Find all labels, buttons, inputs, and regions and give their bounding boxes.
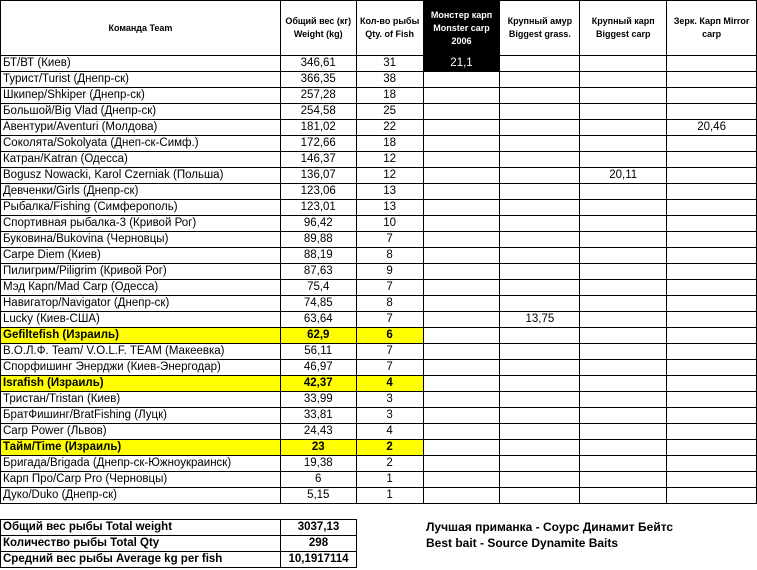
monster-carp-cell xyxy=(423,280,500,296)
biggest-carp-cell xyxy=(580,152,667,168)
team-cell: Авентури/Aventuri (Молдова) xyxy=(1,120,281,136)
biggest-carp-cell xyxy=(580,296,667,312)
monster-carp-cell xyxy=(423,472,500,488)
biggest-carp-cell xyxy=(580,344,667,360)
monster-carp-cell xyxy=(423,104,500,120)
mirror-carp-cell xyxy=(667,408,757,424)
summary-row-average xyxy=(1,552,357,568)
team-cell: Gefiltefish (Израиль) xyxy=(1,328,281,344)
qty-cell: 1 xyxy=(356,472,423,488)
monster-carp-cell xyxy=(423,136,500,152)
summary-label: Количество рыбы Total Qty xyxy=(1,536,281,552)
biggest-carp-cell xyxy=(580,376,667,392)
team-cell: Бригада/Brigada (Днепр-ск-Южноукраинск) xyxy=(1,456,281,472)
monster-carp-cell xyxy=(423,424,500,440)
qty-cell: 7 xyxy=(356,344,423,360)
table-row xyxy=(1,296,757,312)
weight-cell: 89,88 xyxy=(280,232,356,248)
biggest-grass-cell xyxy=(500,424,580,440)
team-cell: БТ/ВТ (Киев) xyxy=(1,56,281,72)
qty-cell: 2 xyxy=(356,456,423,472)
biggest-grass-cell xyxy=(500,120,580,136)
table-row xyxy=(1,360,757,376)
biggest-carp-cell xyxy=(580,216,667,232)
biggest-carp-cell xyxy=(580,472,667,488)
header-monster-carp: Монстер карп Monster carp 2006 xyxy=(423,1,500,56)
weight-cell: 33,99 xyxy=(280,392,356,408)
qty-cell: 18 xyxy=(356,136,423,152)
biggest-grass-cell xyxy=(500,392,580,408)
mirror-carp-cell xyxy=(667,184,757,200)
monster-carp-cell xyxy=(423,328,500,344)
team-cell: Навигатор/Navigator (Днепр-ск) xyxy=(1,296,281,312)
table-row xyxy=(1,232,757,248)
weight-cell: 123,06 xyxy=(280,184,356,200)
monster-carp-cell xyxy=(423,264,500,280)
monster-carp-cell xyxy=(423,168,500,184)
mirror-carp-cell xyxy=(667,424,757,440)
biggest-carp-cell xyxy=(580,248,667,264)
team-cell: Спортивная рыбалка-3 (Кривой Рог) xyxy=(1,216,281,232)
table-row xyxy=(1,184,757,200)
table-row xyxy=(1,56,757,72)
team-cell: Дуко/Duko (Днепр-ск) xyxy=(1,488,281,504)
biggest-carp-cell xyxy=(580,328,667,344)
mirror-carp-cell xyxy=(667,72,757,88)
mirror-carp-cell xyxy=(667,312,757,328)
team-cell: Bogusz Nowacki, Karol Czerniak (Польша) xyxy=(1,168,281,184)
qty-cell: 7 xyxy=(356,360,423,376)
table-row xyxy=(1,152,757,168)
team-cell: Мэд Карп/Mad Carp (Одесса) xyxy=(1,280,281,296)
mirror-carp-cell xyxy=(667,168,757,184)
mirror-carp-cell xyxy=(667,248,757,264)
weight-cell: 56,11 xyxy=(280,344,356,360)
biggest-grass-cell xyxy=(500,344,580,360)
team-cell: Israfish (Израиль) xyxy=(1,376,281,392)
mirror-carp-cell xyxy=(667,136,757,152)
qty-cell: 13 xyxy=(356,200,423,216)
mirror-carp-cell: 20,46 xyxy=(667,120,757,136)
table-row xyxy=(1,168,757,184)
biggest-carp-cell xyxy=(580,408,667,424)
biggest-grass-cell xyxy=(500,408,580,424)
biggest-carp-cell xyxy=(580,200,667,216)
biggest-grass-cell xyxy=(500,280,580,296)
summary-table xyxy=(0,519,357,568)
weight-cell: 257,28 xyxy=(280,88,356,104)
table-row xyxy=(1,216,757,232)
biggest-carp-cell xyxy=(580,392,667,408)
biggest-grass-cell xyxy=(500,200,580,216)
biggest-grass-cell xyxy=(500,168,580,184)
weight-cell: 366,35 xyxy=(280,72,356,88)
biggest-carp-cell xyxy=(580,184,667,200)
team-cell: Тайм/Time (Израиль) xyxy=(1,440,281,456)
qty-cell: 31 xyxy=(356,56,423,72)
biggest-grass-cell xyxy=(500,296,580,312)
qty-cell: 3 xyxy=(356,408,423,424)
biggest-grass-cell xyxy=(500,248,580,264)
monster-carp-cell xyxy=(423,152,500,168)
qty-cell: 3 xyxy=(356,392,423,408)
biggest-carp-cell xyxy=(580,104,667,120)
weight-cell: 62,9 xyxy=(280,328,356,344)
mirror-carp-cell xyxy=(667,456,757,472)
monster-carp-cell xyxy=(423,88,500,104)
qty-cell: 1 xyxy=(356,488,423,504)
qty-cell: 38 xyxy=(356,72,423,88)
biggest-grass-cell xyxy=(500,232,580,248)
monster-carp-cell xyxy=(423,216,500,232)
mirror-carp-cell xyxy=(667,328,757,344)
biggest-grass-cell xyxy=(500,264,580,280)
mirror-carp-cell xyxy=(667,296,757,312)
table-row xyxy=(1,424,757,440)
table-row xyxy=(1,200,757,216)
table-row xyxy=(1,264,757,280)
monster-carp-cell xyxy=(423,312,500,328)
mirror-carp-cell xyxy=(667,88,757,104)
weight-cell: 63,64 xyxy=(280,312,356,328)
monster-carp-cell xyxy=(423,392,500,408)
biggest-grass-cell xyxy=(500,376,580,392)
biggest-carp-cell xyxy=(580,488,667,504)
monster-carp-cell: 21,1 xyxy=(423,56,500,72)
team-cell: Спорфишинг Энерджи (Киев-Энергодар) xyxy=(1,360,281,376)
weight-cell: 172,66 xyxy=(280,136,356,152)
results-body xyxy=(1,56,757,504)
monster-carp-cell xyxy=(423,184,500,200)
mirror-carp-cell xyxy=(667,232,757,248)
team-cell: Пилигрим/Piligrim (Кривой Рог) xyxy=(1,264,281,280)
table-row xyxy=(1,88,757,104)
monster-carp-cell xyxy=(423,248,500,264)
biggest-grass-cell xyxy=(500,360,580,376)
weight-cell: 19,38 xyxy=(280,456,356,472)
team-cell: Соколята/Sokolyata (Днеп-ск-Симф.) xyxy=(1,136,281,152)
weight-cell: 123,01 xyxy=(280,200,356,216)
biggest-carp-cell xyxy=(580,456,667,472)
header-biggest-grass: Крупный амур Biggest grass. xyxy=(500,1,580,56)
team-cell: Буковина/Bukovina (Черновцы) xyxy=(1,232,281,248)
table-row xyxy=(1,280,757,296)
monster-carp-cell xyxy=(423,456,500,472)
header-biggest-carp: Крупный карп Biggest carp xyxy=(580,1,667,56)
monster-carp-cell xyxy=(423,296,500,312)
table-row xyxy=(1,488,757,504)
biggest-carp-cell xyxy=(580,264,667,280)
qty-cell: 25 xyxy=(356,104,423,120)
mirror-carp-cell xyxy=(667,56,757,72)
qty-cell: 12 xyxy=(356,168,423,184)
qty-cell: 13 xyxy=(356,184,423,200)
monster-carp-cell xyxy=(423,200,500,216)
mirror-carp-cell xyxy=(667,376,757,392)
biggest-grass-cell xyxy=(500,456,580,472)
biggest-carp-cell xyxy=(580,72,667,88)
biggest-carp-cell xyxy=(580,312,667,328)
team-cell: Рыбалка/Fishing (Симферополь) xyxy=(1,200,281,216)
weight-cell: 96,42 xyxy=(280,216,356,232)
weight-cell: 87,63 xyxy=(280,264,356,280)
biggest-grass-cell xyxy=(500,440,580,456)
summary-row-total-qty xyxy=(1,536,357,552)
qty-cell: 8 xyxy=(356,248,423,264)
team-cell: Большой/Big Vlad (Днепр-ск) xyxy=(1,104,281,120)
mirror-carp-cell xyxy=(667,264,757,280)
weight-cell: 181,02 xyxy=(280,120,356,136)
biggest-grass-cell xyxy=(500,56,580,72)
header-qty: Кол-во рыбы Qty. of Fish xyxy=(356,1,423,56)
biggest-grass-cell: 13,75 xyxy=(500,312,580,328)
table-row xyxy=(1,392,757,408)
biggest-carp-cell xyxy=(580,424,667,440)
summary-row-total-weight xyxy=(1,520,357,536)
mirror-carp-cell xyxy=(667,152,757,168)
best-bait-ru: Лучшая приманка - Соурс Динамит Бейтс xyxy=(426,520,674,534)
biggest-grass-cell xyxy=(500,104,580,120)
monster-carp-cell xyxy=(423,376,500,392)
biggest-grass-cell xyxy=(500,184,580,200)
qty-cell: 7 xyxy=(356,312,423,328)
mirror-carp-cell xyxy=(667,360,757,376)
weight-cell: 6 xyxy=(280,472,356,488)
biggest-grass-cell xyxy=(500,72,580,88)
monster-carp-cell xyxy=(423,120,500,136)
qty-cell: 4 xyxy=(356,376,423,392)
qty-cell: 22 xyxy=(356,120,423,136)
mirror-carp-cell xyxy=(667,472,757,488)
weight-cell: 5,15 xyxy=(280,488,356,504)
biggest-carp-cell xyxy=(580,232,667,248)
mirror-carp-cell xyxy=(667,216,757,232)
mirror-carp-cell xyxy=(667,488,757,504)
weight-cell: 42,37 xyxy=(280,376,356,392)
summary-value: 298 xyxy=(281,536,357,552)
qty-cell: 7 xyxy=(356,280,423,296)
weight-cell: 346,61 xyxy=(280,56,356,72)
qty-cell: 10 xyxy=(356,216,423,232)
table-row xyxy=(1,72,757,88)
weight-cell: 46,97 xyxy=(280,360,356,376)
qty-cell: 6 xyxy=(356,328,423,344)
biggest-carp-cell xyxy=(580,56,667,72)
weight-cell: 24,43 xyxy=(280,424,356,440)
qty-cell: 4 xyxy=(356,424,423,440)
header-row xyxy=(1,1,757,56)
table-row xyxy=(1,104,757,120)
header-team: Команда Team xyxy=(1,1,281,56)
biggest-carp-cell xyxy=(580,88,667,104)
best-bait-en: Best bait - Source Dynamite Baits xyxy=(426,536,619,550)
header-mirror-carp: Зерк. Карп Mirror carp xyxy=(667,1,757,56)
weight-cell: 23 xyxy=(280,440,356,456)
table-row xyxy=(1,440,757,456)
weight-cell: 33,81 xyxy=(280,408,356,424)
mirror-carp-cell xyxy=(667,200,757,216)
team-cell: Lucky (Киев-США) xyxy=(1,312,281,328)
qty-cell: 2 xyxy=(356,440,423,456)
team-cell: Катран/Katran (Одесса) xyxy=(1,152,281,168)
table-row xyxy=(1,136,757,152)
team-cell: В.О.Л.Ф. Team/ V.O.L.F. TEAM (Макеевка) xyxy=(1,344,281,360)
biggest-grass-cell xyxy=(500,88,580,104)
weight-cell: 88,19 xyxy=(280,248,356,264)
weight-cell: 254,58 xyxy=(280,104,356,120)
qty-cell: 8 xyxy=(356,296,423,312)
biggest-grass-cell xyxy=(500,216,580,232)
monster-carp-cell xyxy=(423,72,500,88)
monster-carp-cell xyxy=(423,360,500,376)
summary-label: Средний вес рыбы Average kg per fish xyxy=(1,552,281,568)
mirror-carp-cell xyxy=(667,392,757,408)
biggest-grass-cell xyxy=(500,472,580,488)
header-weight: Общий вес (кг) Weight (kg) xyxy=(280,1,356,56)
table-row xyxy=(1,456,757,472)
biggest-grass-cell xyxy=(500,488,580,504)
table-row xyxy=(1,328,757,344)
monster-carp-cell xyxy=(423,488,500,504)
mirror-carp-cell xyxy=(667,104,757,120)
table-row xyxy=(1,408,757,424)
biggest-grass-cell xyxy=(500,152,580,168)
biggest-carp-cell xyxy=(580,136,667,152)
table-row xyxy=(1,376,757,392)
biggest-carp-cell xyxy=(580,360,667,376)
table-row xyxy=(1,344,757,360)
monster-carp-cell xyxy=(423,232,500,248)
weight-cell: 75,4 xyxy=(280,280,356,296)
qty-cell: 9 xyxy=(356,264,423,280)
summary-value: 3037,13 xyxy=(281,520,357,536)
monster-carp-cell xyxy=(423,408,500,424)
team-cell: Тристан/Tristan (Киев) xyxy=(1,392,281,408)
qty-cell: 18 xyxy=(356,88,423,104)
table-row xyxy=(1,120,757,136)
team-cell: Carp Power (Львов) xyxy=(1,424,281,440)
monster-carp-cell xyxy=(423,344,500,360)
biggest-carp-cell: 20,11 xyxy=(580,168,667,184)
qty-cell: 7 xyxy=(356,232,423,248)
biggest-carp-cell xyxy=(580,120,667,136)
team-cell: Шкипер/Shkiper (Днепр-ск) xyxy=(1,88,281,104)
team-cell: Carpe Diem (Киев) xyxy=(1,248,281,264)
team-cell: Девченки/Girls (Днепр-ск) xyxy=(1,184,281,200)
qty-cell: 12 xyxy=(356,152,423,168)
weight-cell: 146,37 xyxy=(280,152,356,168)
biggest-carp-cell xyxy=(580,280,667,296)
team-cell: Турист/Turist (Днепр-ск) xyxy=(1,72,281,88)
weight-cell: 74,85 xyxy=(280,296,356,312)
weight-cell: 136,07 xyxy=(280,168,356,184)
biggest-grass-cell xyxy=(500,328,580,344)
mirror-carp-cell xyxy=(667,440,757,456)
biggest-carp-cell xyxy=(580,440,667,456)
table-row xyxy=(1,248,757,264)
summary-label: Общий вес рыбы Total weight xyxy=(1,520,281,536)
team-cell: Карп Про/Carp Pro (Черновцы) xyxy=(1,472,281,488)
mirror-carp-cell xyxy=(667,344,757,360)
biggest-grass-cell xyxy=(500,136,580,152)
table-row xyxy=(1,472,757,488)
table-row xyxy=(1,312,757,328)
mirror-carp-cell xyxy=(667,280,757,296)
monster-carp-cell xyxy=(423,440,500,456)
team-cell: БратФишинг/BratFishing (Луцк) xyxy=(1,408,281,424)
summary-value: 10,1917114 xyxy=(281,552,357,568)
